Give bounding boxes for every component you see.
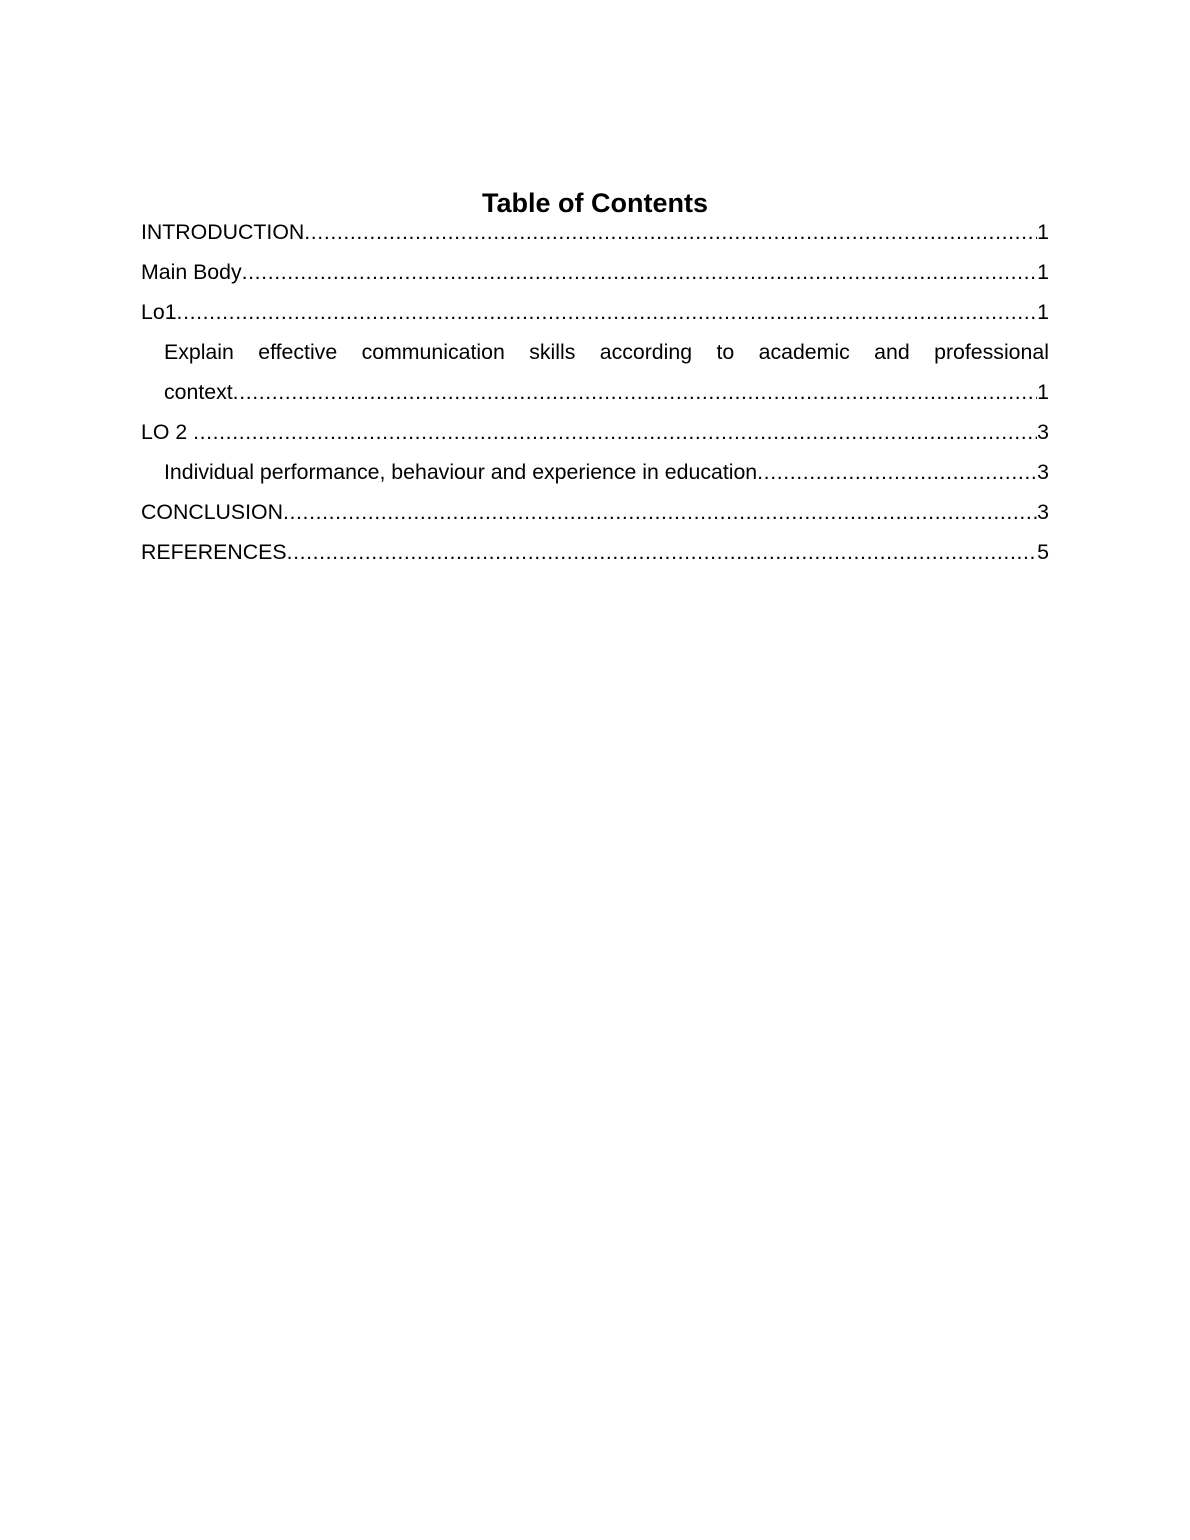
toc-leader-dots xyxy=(233,372,1037,412)
toc-entry-conclusion[interactable] xyxy=(141,492,1049,532)
toc-entry-page: 3 xyxy=(1037,500,1049,524)
toc-word: to xyxy=(716,340,735,364)
toc-entry-label: REFERENCES xyxy=(141,540,287,564)
toc-title: Table of Contents xyxy=(482,188,708,218)
toc-leader-dots xyxy=(304,212,1037,252)
toc-leader-dots xyxy=(283,492,1037,532)
toc-leader-dots xyxy=(757,452,1037,492)
toc-entry-page: 1 xyxy=(1037,300,1049,324)
toc-entry-explain-communication[interactable] xyxy=(141,332,1049,412)
toc-entry-page: 1 xyxy=(1037,220,1049,244)
toc-entry-page: 1 xyxy=(1037,380,1049,404)
toc-word: effective xyxy=(258,340,338,364)
toc-entry-lo2[interactable] xyxy=(141,412,1049,452)
toc-word: and xyxy=(874,340,910,364)
document-page xyxy=(141,186,1049,572)
toc-entry-page: 3 xyxy=(1037,460,1049,484)
toc-word: according xyxy=(599,340,693,364)
toc-word: professional xyxy=(934,340,1049,364)
toc-entry-label-line1 xyxy=(164,332,1049,372)
toc-entry-references[interactable] xyxy=(141,532,1049,572)
toc-entry-individual-performance[interactable] xyxy=(141,452,1049,492)
toc-word: skills xyxy=(529,340,576,364)
toc-entry-label: Individual performance, behaviour and experience in education xyxy=(164,460,758,484)
toc-entry-label: CONCLUSION xyxy=(141,500,283,524)
toc-entry-lo1[interactable] xyxy=(141,292,1049,332)
toc-entry-label: context xyxy=(164,380,233,404)
toc-word: Explain xyxy=(164,340,234,364)
toc-leader-dots xyxy=(193,412,1037,452)
toc-entry-introduction[interactable] xyxy=(141,212,1049,252)
toc-leader-dots xyxy=(242,252,1038,292)
toc-list xyxy=(141,212,1049,572)
toc-entry-label: Main Body xyxy=(141,260,242,284)
toc-entry-page: 5 xyxy=(1037,540,1049,564)
toc-word: academic xyxy=(758,340,850,364)
toc-leader-dots xyxy=(177,292,1038,332)
toc-entry-label-line2 xyxy=(164,372,1049,412)
toc-entry-label: Lo1 xyxy=(141,300,177,324)
toc-entry-label: LO 2 xyxy=(141,420,194,444)
toc-entry-main-body[interactable] xyxy=(141,252,1049,292)
toc-leader-dots xyxy=(287,532,1038,572)
toc-entry-label: INTRODUCTION xyxy=(141,220,305,244)
toc-entry-page: 3 xyxy=(1037,420,1049,444)
toc-word: communication xyxy=(361,340,505,364)
toc-entry-page: 1 xyxy=(1037,260,1049,284)
